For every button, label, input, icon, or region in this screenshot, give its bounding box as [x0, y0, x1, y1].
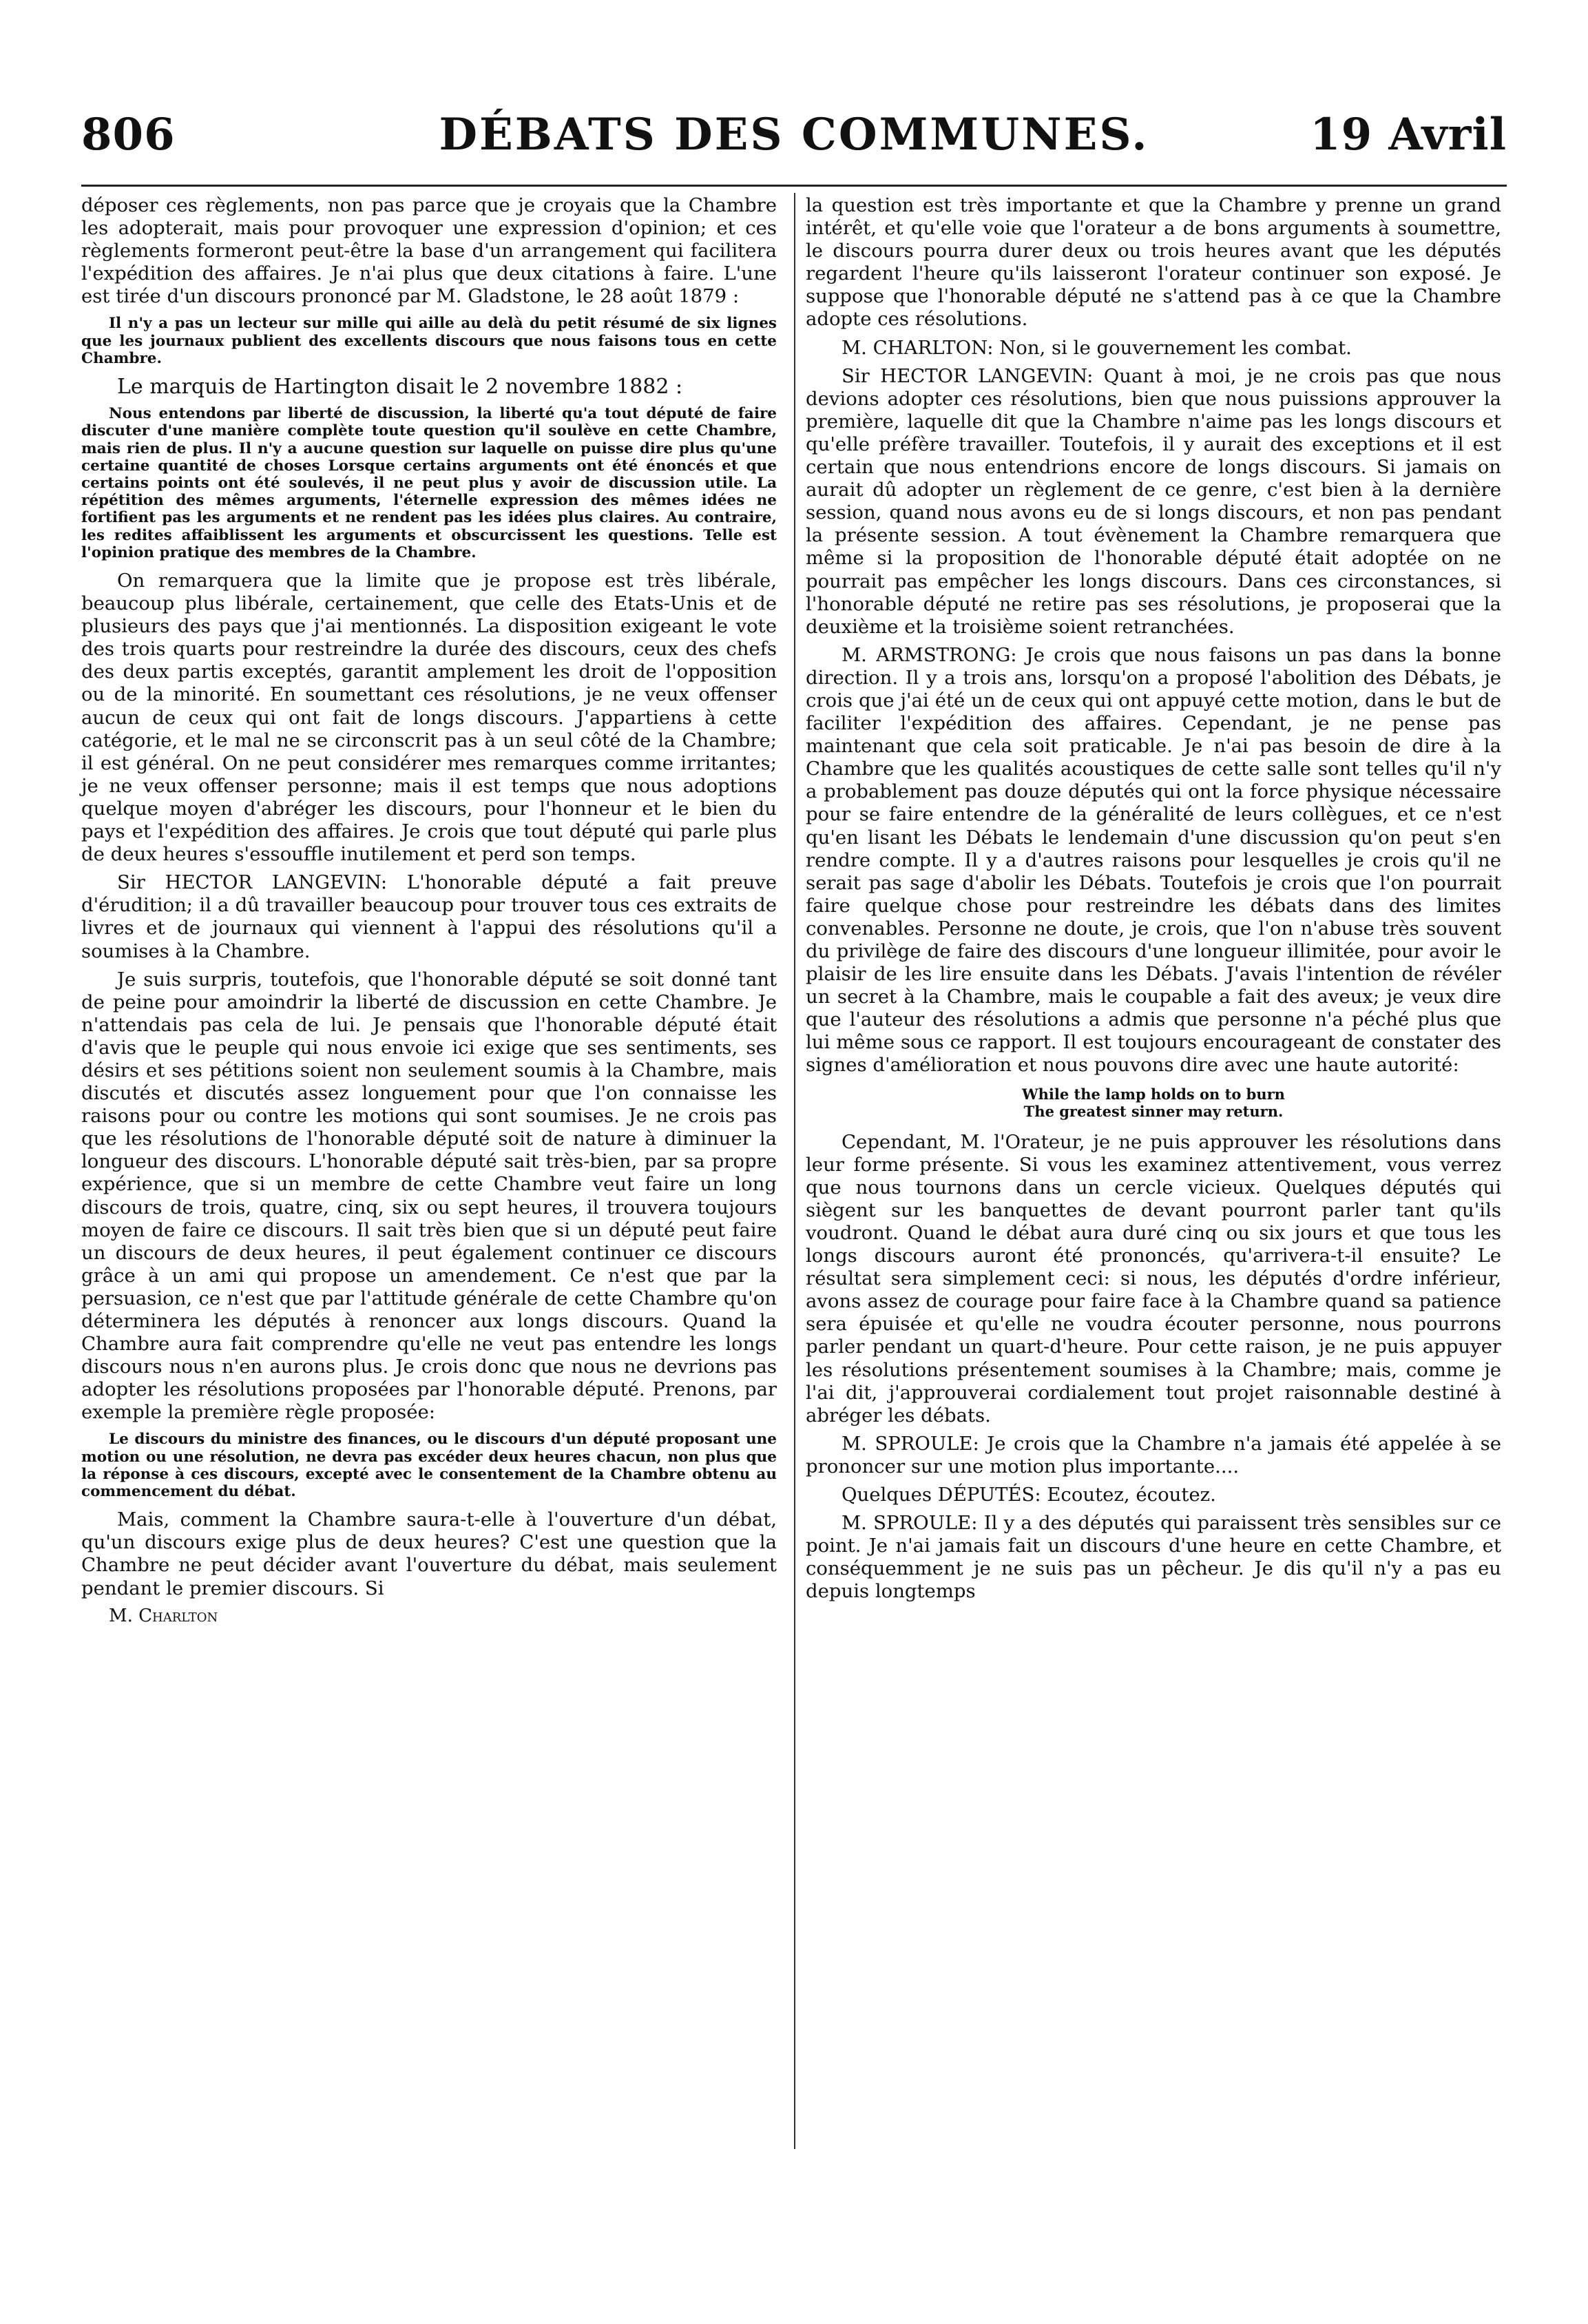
paragraph: On remarquera que la limite que je propose est très libérale, beaucoup plus libérale, certainement, que celle des Etats-Unis et de plusieurs des pays que j'ai mentionnés. La disposition exigeant le vote des trois quarts pour restreindre la durée des discours, ceux des chefs des deux partis exceptés, garantit amplement les droit de l'opposition ou de la minorité. En soumettant ces résolutions, je ne veux offenser aucun de ceux qui ont fait de longs discours. J'appartiens à cette catégorie, et le mal ne se circonscrit pas à un seul côté de la Chambre; il est général. On ne peut considérer mes remarques comme irritantes; je ne veux offenser personne; mais il est temps que nous adoptions quelque moyen d'abréger les discours, pour l'honneur et le bien du pays et l'expédition des affaires. Je crois que tout député qui parle plus de deux heures s'essouffle inutilement et perd son temps. — [81, 570, 777, 866]
quotation: Il n'y a pas un lecteur sur mille qui aille au delà du petit résumé de six lignes que les journaux publient des excellents discours que nous faisons tous en cette Chambre. — [81, 315, 777, 367]
paragraph: M. CHARLTON: Non, si le gouvernement les combat. — [842, 336, 1352, 359]
catchword: M. Charlton — [109, 1605, 218, 1626]
paragraph: Je suis surpris, toutefois, que l'honorable député se soit donné tant de peine pour amoindrir la liberté de discussion en cette Chambre. Je n'attendais pas cela de lui. Je pensais que l'honorable député était d'avis que le peuple qui nous envoie ici exige que ses sentiments, ses désirs et ses pétitions soient non seulement soumis à la Chambre, mais discutés et discutés assez longuement pour que l'on connaisse les raisons pour ou contre les motions qui sont soumises. Je ne crois pas que les résolutions de l'honorable député soit de nature à diminuer la longueur des discours. L'honorable député sait très-bien, par sa propre expérience, que si un membre de cette Chambre veut faire un long discours de trois, quatre, cinq, six ou sept heures, il trouvera toujours moyen de faire ce discours. Il sait très bien que si un député peut faire un discours de deux heures, il peut également continuer ce discours grâce à un ami qui propose un amendement. Ce n'est que par la persuasion, ce n'est que par l'attitude générale de cette Chambre qu'on déterminera les députés à renoncer aux longs discours. Quand la Chambre aura fait comprendre qu'elle ne veut pas entendre les longs discours nous n'en aurons plus. Je crois donc que nous ne devrions pas adopter les résolutions proposées par l'honorable député. Prenons, par exemple la première règle proposée: — [81, 968, 777, 1424]
paragraph: M. ARMSTRONG: Je crois que nous faisons un pas dans la bonne direction. Il y a trois ans, lorsqu'on a proposé l'abolition des Débats, je crois que j'ai été un de ceux qui ont appuyé cette motion, dans le but de faciliter l'expédition des affaires. Cependant, je ne pense pas maintenant que cela soit praticable. Je n'ai pas besoin de dire à la Chambre que les qualités acoustiques de cette salle sont telles qu'il n'y a probablement pas douze députés qui ont la force physique nécessaire pour se faire entendre de la généralité de leurs collègues, et ce n'est qu'en lisant les Débats le lendemain d'une discussion qu'on peut s'en rendre compte. Il y a d'autres raisons pour lesquelles je crois qu'il ne serait pas sage d'abolir les Débats. Toutefois je crois que l'on pourrait faire quelque chose pour restreindre les débats dans des limites convenables. Personne ne doute, je crois, que l'on n'abuse très souvent du privilège de faire des discours d'une longueur illimitée, pour avoir le plaisir de les lire ensuite dans les Débats. J'avais l'intention de révéler un secret à la Chambre, mais le coupable a fait des aveux; je veux dire que l'auteur des résolutions a admis que personne n'a péché plus que lui même sous ce rapport. Il est toujours encourageant de constater des signes d'amélioration et nous pouvons dire avec une haute autorité: — [806, 643, 1501, 1077]
paragraph: Cependant, M. l'Orateur, je ne puis approuver les résolutions dans leur forme présente. Si vous les examinez attentivement, vous verrez que nous tournons dans un cercle vicieux. Quelques députés qui siègent sur les banquettes de devant pourront parler tant qu'ils voudront. Quand le débat aura duré cinq ou six jours et que tous les longs discours auront été prononcés, qu'arrivera-t-il ensuite? Le résultat sera simplement ceci: si nous, les députés d'ordre inférieur, avons assez de courage pour faire face à la Chambre quand sa patience sera épuisée et qu'elle ne voudra écouter personne, nous pourrons parler pendant un quart-d'heure. Pour cette raison, je ne puis appuyer les résolutions présentement soumises à la Chambre; mais, comme je l'ai dit, j'approuverai cordialement tout projet raisonnable destiné à abréger les débats. — [806, 1130, 1501, 1426]
page-title: DÉBATS DES COMMUNES. — [439, 109, 1149, 160]
right-column — [806, 194, 1501, 1608]
header-rule — [81, 185, 1507, 187]
paragraph: Quelques DÉPUTÉS: Ecoutez, écoutez. — [842, 1483, 1216, 1506]
paragraph: déposer ces règlements, non pas parce que je croyais que la Chambre les adopterait, mais pour provoquer une expression d'opinion; et ces règlements formeront peut-être la base d'un arrangement qui facilitera l'expédition des affaires. Je n'ai plus que deux citations à faire. L'une est tirée d'un discours prononcé par M. Gladstone, le 28 août 1879 : — [81, 194, 777, 308]
paragraph: Le marquis de Hartington disait le 2 novembre 1882 : — [117, 375, 683, 400]
paragraph: Mais, comment la Chambre saura-t-elle à l'ouverture d'un débat, qu'un discours exige plus de deux heures? C'est une question que la Chambre ne peut décider avant l'ouverture du débat, mais seulement pendant le premier discours. Si — [81, 1508, 777, 1599]
quotation: Le discours du ministre des finances, ou le discours d'un député proposant une motion ou une résolution, ne devra pas excéder deux heures chacun, non plus que la réponse à ces discours, excepté avec le consentement de la Chambre obtenu au commencement du débat. — [81, 1431, 777, 1501]
paragraph: M. SPROULE: Je crois que la Chambre n'a jamais été appelée à se prononcer sur une motion plus importante.... — [806, 1432, 1501, 1477]
page-number: 806 — [81, 109, 176, 160]
paragraph: M. SPROULE: Il y a des députés qui paraissent très sensibles sur ce point. Je n'ai jamais fait un discours d'une heure en cette Chambre, et conséquemment je ne suis pas un pêcheur. Je dis qu'il n'y a pas eu depuis longtemps — [806, 1512, 1501, 1603]
column-divider — [794, 193, 795, 2149]
verse-line: While the lamp holds on to burn — [1022, 1085, 1285, 1103]
page-date: 19 Avril — [1310, 109, 1507, 160]
verse-line: The greatest sinner may return. — [1023, 1102, 1284, 1120]
quotation: Nous entendons par liberté de discussion, la liberté qu'a tout député de faire discuter d'une manière complète toute question qu'il soulève en cette Chambre, mais rien de plus. Il n'y a aucune question sur laquelle on puisse dire plus qu'une certaine quantité de choses Lorsque certains arguments ont été énoncés et que certains points ont été soulevés, il ne peut plus y avoir de discussion utile. La répétition des mêmes arguments, l'éternelle expression des mêmes idées ne fortifient pas les arguments et ne rendent pas les idées plus claires. Au contraire, les redites affaiblissent les arguments et obscurcissent les questions. Telle est l'opinion pratique des membres de la Chambre. — [81, 405, 777, 561]
page-header — [81, 109, 1507, 171]
paragraph: Sir HECTOR LANGEVIN: L'honorable député a fait preuve d'érudition; il a dû travailler beaucoup pour trouver tous ces extraits de livres et de journaux qui viennent à l'appui des résolutions qu'il a soumises à la Chambre. — [81, 871, 777, 962]
paragraph: Sir HECTOR LANGEVIN: Quant à moi, je ne crois pas que nous devions adopter ces résolutions, bien que nous puissions approuver la première, laquelle dit que la Chambre n'aime pas les longs discours et qu'elle préfère travailler. Toutefois, il y aurait des exceptions et il est certain que nous entendrions encore de longs discours. Si jamais on aurait dû adopter un règlement de ce genre, c'est bien à la dernière session, quand nous avons eu de si longs discours, et non pas pendant la présente session. A tout évènement la Chambre remarquera que même si la proposition de l'honorable député était adoptée on ne pourrait pas empêcher les longs discours. Dans ces circonstances, si l'honorable député ne retire pas ses résolutions, je proposerai que la deuxième et la troisième soient retranchées. — [806, 364, 1501, 638]
left-column — [81, 194, 777, 1626]
paragraph: la question est très importante et que la Chambre y prenne un grand intérêt, et qu'elle voie que l'orateur a de bons arguments à soumettre, le discours pourra durer deux ou trois heures avant que les députés regardent l'heure qu'ils laisseront l'orateur continuer son exposé. Je suppose que l'honorable député ne s'attend pas à ce que la Chambre adopte ces résolutions. — [806, 194, 1501, 331]
verse-quotation — [806, 1086, 1501, 1120]
